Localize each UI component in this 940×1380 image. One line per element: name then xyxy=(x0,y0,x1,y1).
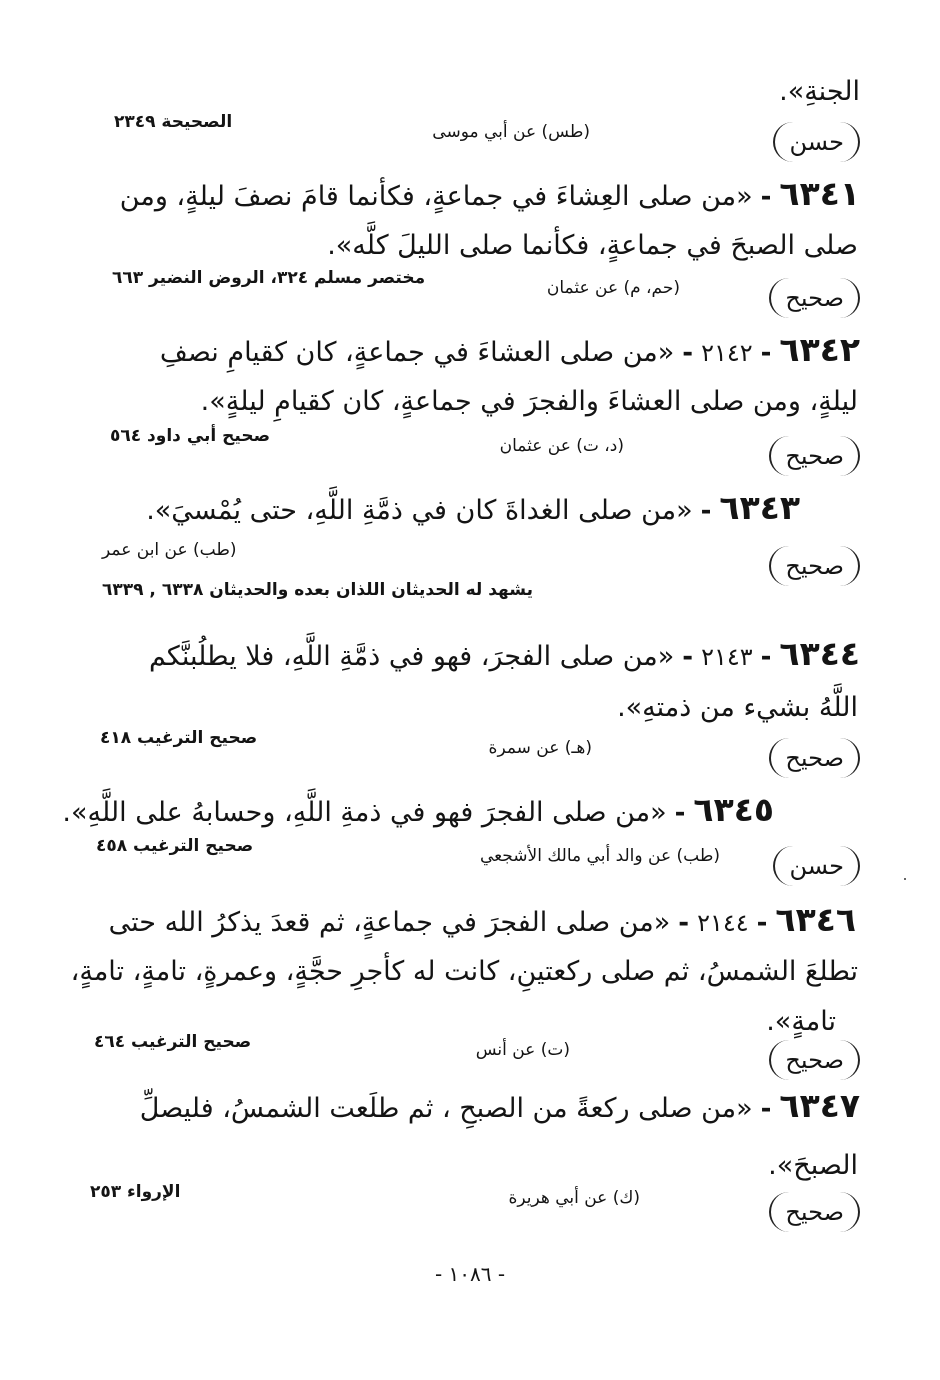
hadith-text: تامةٍ». xyxy=(766,1006,836,1037)
sub-number: ٢١٤٤ xyxy=(697,909,749,937)
hadith-6341-line-1 xyxy=(120,176,860,215)
sub-number: ٢١٤٢ xyxy=(701,339,753,367)
reference: صحيح الترغيب ٤١٨ xyxy=(100,728,258,748)
reference: صحيح الترغيب ٤٦٤ xyxy=(94,1032,252,1052)
hadith-number: ٦٣٤٥ xyxy=(693,790,774,829)
hadith-number: ٦٣٤٢ xyxy=(779,330,860,369)
hadith-6344-line-2 xyxy=(617,690,858,726)
grade-badge: صحيح xyxy=(769,546,860,586)
grade-row-6342 xyxy=(90,426,860,480)
grade-row-6347 xyxy=(90,1182,860,1236)
reference: صحيح الترغيب ٤٥٨ xyxy=(96,836,254,856)
reference: مختصر مسلم ٣٢٤، الروض النضير ٦٦٣ xyxy=(112,268,426,288)
reference: صحيح أبي داود ٥٦٤ xyxy=(110,426,271,446)
source-citation: (هـ) عن سمرة xyxy=(488,738,592,758)
dash: - xyxy=(756,908,768,938)
hadith-text: «من صلى الفجرَ فهو في ذمةِ اللَّهِ، وحسابهُ على اللَّهِ». xyxy=(62,797,667,828)
dash: - xyxy=(682,338,694,368)
hadith-number: ٦٣٤٦ xyxy=(775,900,856,939)
hadith-number: ٦٣٤٣ xyxy=(719,488,800,527)
hadith-text: «من صلى الغداةَ كان في ذمَّةِ اللَّهِ، حتى يُمْسيَ». xyxy=(146,495,693,526)
hadith-text: تطلعَ الشمسُ، ثم صلى ركعتينِ، كانت له كأجرِ حجَّةٍ، وعمرةٍ، تامةٍ، تامةٍ، xyxy=(70,956,858,987)
hadith-6346-line-3 xyxy=(766,1004,836,1040)
reference: الصحيحة ٢٣٤٩ xyxy=(114,112,233,132)
grade-badge: حسن xyxy=(773,122,860,162)
dash: - xyxy=(700,496,712,526)
grade-row-6344 xyxy=(90,728,860,782)
hadith-text: «من صلى الفجرَ في جماعةٍ، ثم قعدَ يذكرُ الله حتى xyxy=(108,907,671,938)
hadith-text: «من صلى العشاءَ في جماعةٍ، كان كقيامِ نصفِ xyxy=(159,337,675,368)
source-citation: (طس) عن أبي موسى xyxy=(432,122,590,142)
dash: - xyxy=(760,642,772,672)
dash: - xyxy=(678,908,690,938)
source-citation: (د، ت) عن عثمان xyxy=(499,436,624,456)
hadith-6342-line-1 xyxy=(160,332,860,371)
hadith-6341-line-2 xyxy=(327,228,858,264)
source-citation: (ت) عن أنس xyxy=(475,1040,570,1060)
supporting-note: يشهد له الحديثان اللذان بعده والحديثان ٦٣٣٨ , ٦٣٣٩ xyxy=(102,580,533,600)
grade-row-6341 xyxy=(90,268,860,322)
scan-speck xyxy=(904,878,906,880)
grade-badge: صحيح xyxy=(769,436,860,476)
hadith-text: ليلةٍ، ومن صلى العشاءَ والفجرَ في جماعةٍ، كان كقيامِ ليلةٍ». xyxy=(200,386,858,417)
dash: - xyxy=(674,798,686,828)
grade-badge: حسن xyxy=(773,846,860,886)
hadith-number: ٦٣٤٧ xyxy=(779,1086,860,1125)
source-citation: (طب) عن ابن عمر xyxy=(102,540,237,560)
sub-number: ٢١٤٣ xyxy=(701,643,753,671)
grade-row-6346 xyxy=(90,1032,860,1084)
source-citation: (طب) عن والد أبي مالك الأشجعي xyxy=(479,846,720,866)
grade-badge: صحيح xyxy=(769,738,860,778)
dash: - xyxy=(682,642,694,672)
hadith-6344-line-1 xyxy=(149,636,860,675)
source-citation: (حم، م) عن عثمان xyxy=(546,278,680,298)
hadith-text: اللَّهُ بشيء من ذمتهِ». xyxy=(617,692,858,723)
hadith-text: الصبحَ». xyxy=(768,1150,858,1181)
grade-badge: صحيح xyxy=(769,278,860,318)
hadith-text: «من صلى ركعةً من الصبحِ ، ثم طلَعت الشمسُ، فليصلِّ xyxy=(139,1093,753,1124)
hadith-text: «من صلى الفجرَ، فهو في ذمَّةِ اللَّهِ، فلا يطلُبنَّكم xyxy=(148,641,675,672)
grade-badge: صحيح xyxy=(769,1192,860,1232)
hadith-6343-line-1 xyxy=(146,490,800,529)
dash: - xyxy=(760,182,772,212)
reference: الإرواء ٢٥٣ xyxy=(90,1182,181,1202)
page-number: - ١٠٨٦ - xyxy=(434,1262,506,1286)
grade-row-prev xyxy=(90,112,860,166)
hadith-text: صلى الصبحَ في جماعةٍ، فكأنما صلى الليلَ كلَّه». xyxy=(327,230,858,261)
grade-row-6345 xyxy=(90,836,860,890)
grade-badge: صحيح xyxy=(769,1040,860,1080)
top-fragment-text: الجنةِ». xyxy=(779,76,860,107)
dash: - xyxy=(760,338,772,368)
hadith-6347-line-1 xyxy=(140,1088,860,1127)
hadith-text: «من صلى العِشاءَ في جماعةٍ، فكأنما قامَ نصفَ ليلةٍ، ومن xyxy=(119,181,753,212)
hadith-6346-line-2 xyxy=(71,954,858,990)
hadith-number: ٦٣٤٤ xyxy=(779,634,860,673)
source-citation: (ك) عن أبي هريرة xyxy=(508,1188,640,1208)
hadith-6345-line-1 xyxy=(62,792,774,831)
dash: - xyxy=(760,1094,772,1124)
hadith-6342-line-2 xyxy=(201,384,858,420)
top-fragment-line xyxy=(779,74,860,110)
hadith-6347-line-2 xyxy=(768,1148,858,1184)
hadith-6346-line-1 xyxy=(109,902,856,941)
hadith-number: ٦٣٤١ xyxy=(779,174,860,213)
